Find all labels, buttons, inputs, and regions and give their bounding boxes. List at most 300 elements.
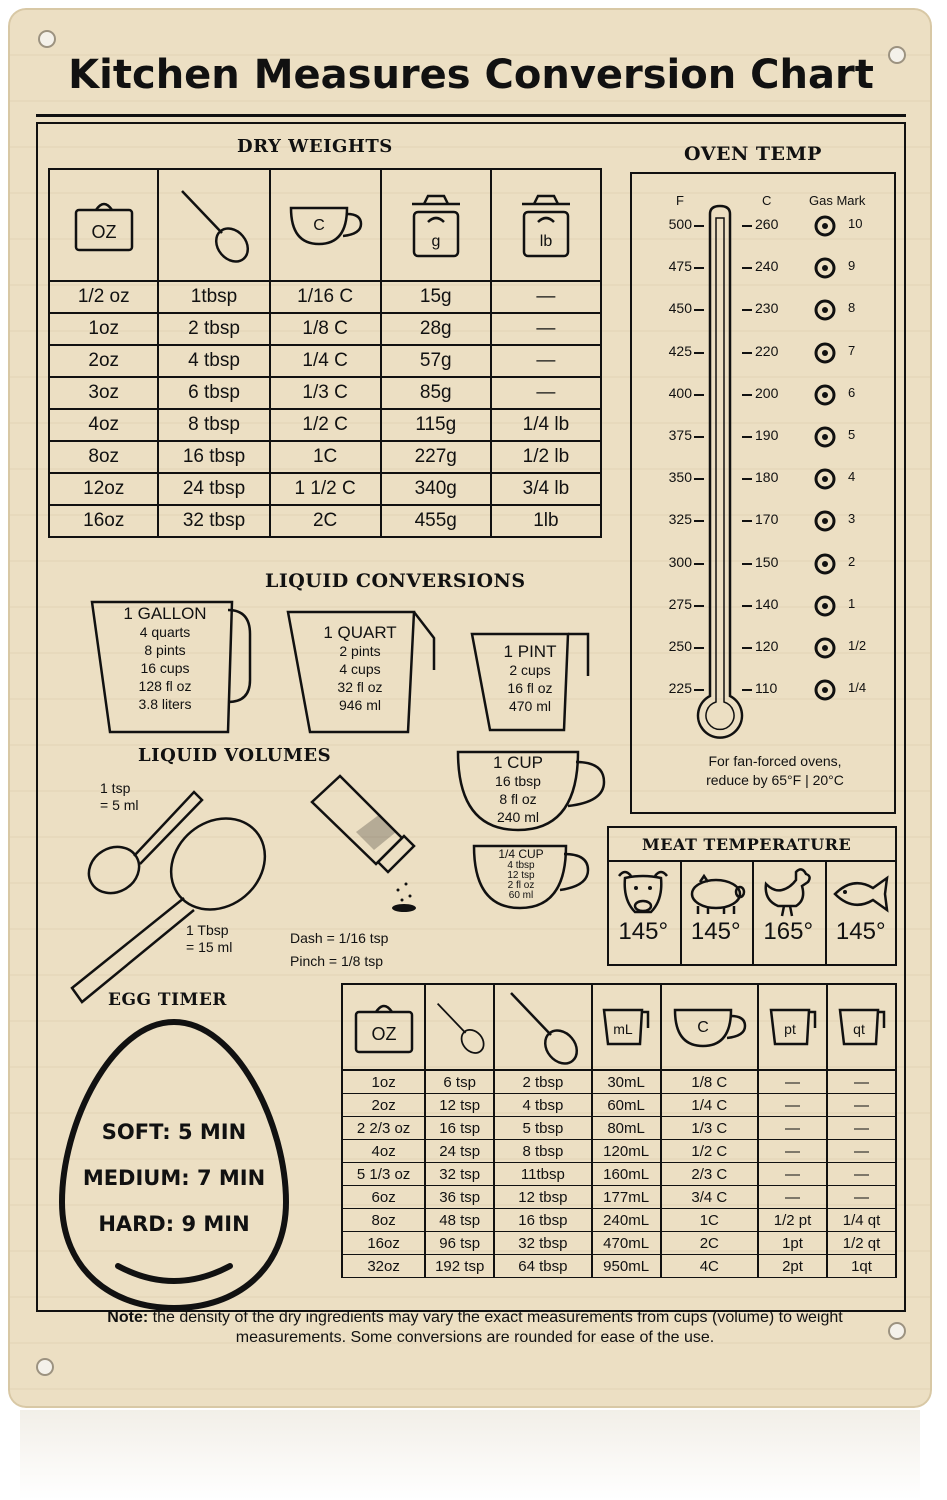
table-cell: 4C	[661, 1255, 758, 1278]
table-cell: 4oz	[49, 409, 158, 441]
table-row	[49, 377, 601, 409]
gallon-line: 4 quarts	[139, 624, 191, 640]
table-cell: 115g	[381, 409, 491, 441]
gas-mark-label: 8	[848, 300, 856, 316]
table-cell: —	[827, 1070, 896, 1094]
pint-line: 2 cups	[509, 662, 551, 678]
tick-mark	[742, 689, 752, 691]
reflection	[20, 1410, 920, 1500]
volume-icon-cell	[425, 984, 494, 1070]
table-cell: 3/4 lb	[491, 473, 601, 505]
table-cell: 120mL	[592, 1140, 661, 1163]
liquid-volumes-heading: LIQUID VOLUMES	[138, 745, 332, 766]
gas-mark-label: 3	[848, 511, 856, 527]
tick-mark	[694, 267, 704, 269]
table-cell: 6 tsp	[425, 1070, 494, 1094]
table-cell: 1C	[661, 1209, 758, 1232]
oven-c-label: 180	[755, 469, 779, 486]
table-row	[49, 441, 601, 473]
tick-mark	[742, 563, 752, 565]
meat-temp-value: 145°	[618, 918, 669, 945]
col-gas-label: Gas Mark	[809, 193, 866, 208]
oven-note-line: reduce by 65°F | 20°C	[706, 772, 844, 788]
table-cell: 1 1/2 C	[270, 473, 381, 505]
table-row	[49, 313, 601, 345]
table-row	[49, 281, 601, 313]
gas-mark-icon	[814, 510, 836, 532]
table-cell: 60mL	[592, 1094, 661, 1117]
mount-hole	[36, 1358, 54, 1376]
gallon-line: 8 pints	[144, 642, 186, 658]
gas-mark-label: 7	[848, 342, 856, 358]
table-cell: 28g	[381, 313, 491, 345]
table-row	[49, 409, 601, 441]
table-cell: 1/4 lb	[491, 409, 601, 441]
liquid-conversions-heading: LIQUID CONVERSIONS	[265, 570, 526, 592]
table-cell: 2C	[270, 505, 381, 537]
meat-cell	[752, 866, 825, 946]
table-cell: 2pt	[758, 1255, 827, 1278]
tablespoon-icon	[503, 985, 583, 1069]
table-row	[342, 1140, 896, 1163]
table-cell: 64 tbsp	[494, 1255, 591, 1278]
meat-temp-heading: MEAT TEMPERATURE	[642, 835, 852, 854]
table-cell: 1/2 qt	[827, 1232, 896, 1255]
oz-weight-icon	[350, 996, 418, 1058]
pig-icon	[684, 866, 748, 918]
table-cell: —	[827, 1163, 896, 1186]
gas-mark-icon	[814, 384, 836, 406]
svg-text:C: C	[313, 217, 325, 234]
table-cell: —	[758, 1140, 827, 1163]
cup-text	[478, 754, 558, 826]
dry-icon-cell	[49, 169, 158, 281]
table-cell: 1lb	[491, 505, 601, 537]
oven-c-label: 230	[755, 300, 779, 317]
oven-f-label: 250	[668, 638, 692, 654]
cup-line: 240 ml	[496, 809, 540, 825]
table-cell: 32 tbsp	[158, 505, 269, 537]
note-label: Note:	[107, 1309, 149, 1326]
table-cell: 1/8 C	[661, 1070, 758, 1094]
gallon-line: 128 fl oz	[138, 678, 192, 694]
teaspoon-icon	[432, 998, 488, 1057]
quarter-cup-line: 12 tsp	[507, 870, 535, 881]
table-cell: 2C	[661, 1232, 758, 1255]
gas-mark-icon	[814, 679, 836, 701]
meat-temp-value: 145°	[690, 918, 741, 945]
oven-c-label: 240	[755, 258, 779, 275]
table-row	[342, 1232, 896, 1255]
table-row	[342, 1117, 896, 1140]
table-cell: 340g	[381, 473, 491, 505]
table-cell: 470mL	[592, 1232, 661, 1255]
table-row	[49, 345, 601, 377]
tick-mark	[694, 647, 704, 649]
tick-mark	[742, 605, 752, 607]
table-cell: 12 tbsp	[494, 1186, 591, 1209]
table-cell: 32 tsp	[425, 1163, 494, 1186]
oven-c-label: 220	[755, 342, 779, 359]
quart-line: 4 cups	[339, 661, 381, 677]
oven-c-label: 170	[755, 511, 779, 528]
dry-icon-cell	[270, 169, 381, 281]
gas-mark-label: 1	[848, 595, 856, 611]
egg-medium: MEDIUM: 7 MIN	[82, 1166, 266, 1190]
table-cell: 2 2/3 oz	[342, 1117, 425, 1140]
volume-icon-cell	[758, 984, 827, 1070]
meat-temp-value: 165°	[763, 918, 814, 945]
svg-text:qt: qt	[852, 1021, 865, 1037]
cup-line: 8 fl oz	[499, 791, 537, 807]
table-cell: 227g	[381, 441, 491, 473]
measuring-cup-icon	[834, 1004, 890, 1050]
table-cell: 1/2 lb	[491, 441, 601, 473]
tick-mark	[694, 225, 704, 227]
scale-icon	[514, 190, 578, 260]
dry-icon-cell	[158, 169, 269, 281]
table-cell: 2/3 C	[661, 1163, 758, 1186]
pinch-label: Pinch = 1/8 tsp	[290, 953, 384, 969]
tick-mark	[742, 225, 752, 227]
salt-shaker-icon	[306, 772, 432, 918]
table-cell: 950mL	[592, 1255, 661, 1278]
gas-mark-label: 2	[848, 553, 856, 569]
table-cell: —	[827, 1186, 896, 1209]
table-cell: 1C	[270, 441, 381, 473]
pint-line: 470 ml	[508, 698, 552, 714]
meat-temp-value: 145°	[835, 918, 886, 945]
quart-text	[300, 624, 420, 714]
table-row	[342, 1186, 896, 1209]
tick-mark	[694, 520, 704, 522]
tick-mark	[742, 267, 752, 269]
quart-line: 32 fl oz	[337, 679, 383, 695]
table-cell: 80mL	[592, 1117, 661, 1140]
svg-text:g: g	[431, 233, 441, 250]
note-text: the density of the dry ingredients may vary the exact measurements from cups (volume) to weight measurements. Some conversions are rounded for ease of the use.	[152, 1309, 843, 1346]
gas-mark-label: 9	[848, 258, 856, 274]
tick-mark	[694, 605, 704, 607]
dry-icon-row	[49, 169, 601, 281]
table-cell: 6oz	[342, 1186, 425, 1209]
quarter-cup-line: 2 fl oz	[507, 880, 535, 891]
table-cell: 1pt	[758, 1232, 827, 1255]
table-cell: 1oz	[342, 1070, 425, 1094]
gas-mark-icon	[814, 342, 836, 364]
tick-mark	[742, 647, 752, 649]
table-cell: 1/8 C	[270, 313, 381, 345]
col-c-label: C	[762, 193, 772, 208]
table-cell: 16 tbsp	[494, 1209, 591, 1232]
table-cell: 57g	[381, 345, 491, 377]
pint-text	[480, 643, 580, 715]
oz-weight-icon	[70, 194, 138, 256]
table-cell: 12oz	[49, 473, 158, 505]
pint-line: 16 fl oz	[507, 680, 553, 696]
table-cell: —	[758, 1163, 827, 1186]
meat-cell	[680, 866, 753, 946]
oven-c-label: 140	[755, 595, 779, 612]
gas-mark-label: 5	[848, 427, 856, 442]
tick-mark	[742, 478, 752, 480]
quarter-cup-text	[488, 848, 554, 901]
oven-f-label: 475	[668, 258, 692, 275]
table-cell: —	[491, 377, 601, 409]
tick-mark	[694, 394, 704, 396]
oven-c-label: 200	[755, 384, 779, 401]
tick-mark	[694, 436, 704, 438]
table-row	[49, 505, 601, 537]
table-cell: 5 tbsp	[494, 1117, 591, 1140]
table-cell: —	[758, 1117, 827, 1140]
oven-f-label: 450	[668, 300, 692, 317]
table-cell: 1/2 oz	[49, 281, 158, 313]
table-row	[342, 1094, 896, 1117]
table-cell: 4 tbsp	[494, 1094, 591, 1117]
gas-mark-icon	[814, 426, 836, 448]
quarter-cup-line: 4 tbsp	[507, 860, 535, 871]
cup-title: 1 CUP	[492, 753, 544, 772]
table-cell: 15g	[381, 281, 491, 313]
cup-icon	[669, 1002, 749, 1052]
thermometer-icon	[694, 202, 746, 744]
gas-mark-label: 1/2	[848, 638, 867, 653]
egg-soft: SOFT: 5 MIN	[101, 1120, 247, 1144]
oven-c-label: 110	[755, 680, 778, 697]
oven-f-label: 275	[668, 595, 692, 612]
table-cell: 192 tsp	[425, 1255, 494, 1278]
table-cell: 4oz	[342, 1140, 425, 1163]
gallon-text	[100, 605, 230, 713]
table-cell: —	[758, 1070, 827, 1094]
tick-mark	[742, 436, 752, 438]
oven-c-label: 260	[755, 216, 779, 232]
mount-hole	[38, 30, 56, 48]
dash-label: Dash = 1/16 tsp	[290, 930, 389, 946]
table-cell: 160mL	[592, 1163, 661, 1186]
volume-icon-cell	[661, 984, 758, 1070]
table-cell: 16oz	[49, 505, 158, 537]
tsp-line: = 5 ml	[100, 797, 139, 813]
table-cell: 455g	[381, 505, 491, 537]
egg-icon	[56, 1016, 292, 1314]
fish-icon	[829, 866, 893, 918]
table-cell: 8oz	[49, 441, 158, 473]
cup-icon	[285, 200, 365, 250]
gas-mark-label: 4	[848, 469, 856, 485]
gas-mark-label: 1/4	[848, 680, 867, 696]
table-cell: 2 tbsp	[158, 313, 269, 345]
svg-text:C: C	[697, 1019, 710, 1036]
table-cell: —	[758, 1094, 827, 1117]
table-cell: 8 tbsp	[158, 409, 269, 441]
gas-mark-icon	[814, 299, 836, 321]
tbsp-line: 1 Tbsp	[186, 922, 229, 938]
oven-f-label: 225	[668, 680, 692, 697]
svg-text:lb: lb	[539, 233, 553, 250]
table-row	[49, 473, 601, 505]
oven-f-label: 425	[668, 342, 692, 359]
oven-f-label: 500	[668, 216, 692, 232]
egg-timer-heading: EGG TIMER	[108, 990, 227, 1010]
table-cell: 1/2 pt	[758, 1209, 827, 1232]
scale-icon	[404, 190, 468, 260]
gas-mark-icon	[814, 637, 836, 659]
table-row	[342, 1209, 896, 1232]
table-cell: 1/2 C	[661, 1140, 758, 1163]
tick-mark	[742, 352, 752, 354]
volume-icon-cell	[494, 984, 591, 1070]
table-cell: 36 tsp	[425, 1186, 494, 1209]
oven-note	[690, 752, 860, 790]
dry-weights-heading: DRY WEIGHTS	[237, 136, 393, 157]
table-cell: 96 tsp	[425, 1232, 494, 1255]
meat-cell	[825, 866, 898, 946]
table-cell: —	[758, 1186, 827, 1209]
table-cell: 3oz	[49, 377, 158, 409]
volume-icon-cell	[827, 984, 896, 1070]
quarter-cup-line: 60 ml	[508, 890, 534, 901]
volume-icon-cell	[342, 984, 425, 1070]
spoon-icon	[174, 183, 254, 267]
table-cell: 2 tbsp	[494, 1070, 591, 1094]
footer-note	[50, 1308, 900, 1348]
table-cell: 16 tsp	[425, 1117, 494, 1140]
table-cell: 1/3 C	[661, 1117, 758, 1140]
tick-mark	[742, 520, 752, 522]
table-cell: 1/4 qt	[827, 1209, 896, 1232]
table-cell: 48 tsp	[425, 1209, 494, 1232]
table-cell: 4 tbsp	[158, 345, 269, 377]
table-cell: 8oz	[342, 1209, 425, 1232]
oven-f-label: 325	[668, 511, 692, 528]
meat-cell	[607, 866, 680, 946]
tablespoon-drawing-icon	[66, 804, 274, 1008]
oven-temp-heading: OVEN TEMP	[684, 143, 822, 165]
oven-f-label: 375	[668, 427, 692, 443]
table-cell: 16oz	[342, 1232, 425, 1255]
table-row	[342, 1163, 896, 1186]
gas-mark-icon	[814, 215, 836, 237]
table-cell: —	[491, 313, 601, 345]
table-cell: 6 tbsp	[158, 377, 269, 409]
chicken-icon	[756, 866, 820, 918]
table-row	[342, 1070, 896, 1094]
volume-icon-cell	[592, 984, 661, 1070]
table-cell: 1/2 C	[270, 409, 381, 441]
dry-icon-cell	[381, 169, 491, 281]
svg-text:pt: pt	[783, 1021, 796, 1037]
oven-f-label: 350	[668, 469, 692, 486]
quart-line: 2 pints	[339, 643, 381, 659]
measuring-cup-icon	[598, 1004, 654, 1050]
svg-text:OZ: OZ	[371, 1024, 397, 1044]
dry-weights-table	[48, 168, 602, 538]
page-title: Kitchen Measures Conversion Chart	[68, 52, 874, 98]
quart-title: 1 QUART	[323, 623, 397, 642]
gas-mark-icon	[814, 553, 836, 575]
quart-line: 946 ml	[338, 697, 382, 713]
table-cell: 85g	[381, 377, 491, 409]
dry-icon-cell	[491, 169, 601, 281]
table-cell: —	[491, 281, 601, 313]
gas-mark-label: 10	[848, 216, 863, 231]
gas-mark-label: 6	[848, 384, 856, 400]
pint-title: 1 PINT	[503, 642, 557, 661]
table-cell: —	[827, 1140, 896, 1163]
gas-mark-icon	[814, 257, 836, 279]
gallon-line: 16 cups	[140, 660, 190, 676]
table-cell: 1qt	[827, 1255, 896, 1278]
table-cell: —	[827, 1117, 896, 1140]
table-cell: 1/4 C	[661, 1094, 758, 1117]
table-cell: 1/3 C	[270, 377, 381, 409]
oven-note-line: For fan-forced ovens,	[708, 753, 842, 769]
table-cell: 16 tbsp	[158, 441, 269, 473]
table-cell: 32 tbsp	[494, 1232, 591, 1255]
measuring-cup-icon	[765, 1004, 821, 1050]
table-cell: 177mL	[592, 1186, 661, 1209]
table-cell: 24 tsp	[425, 1140, 494, 1163]
tick-mark	[742, 309, 752, 311]
table-cell: 1tbsp	[158, 281, 269, 313]
col-f-label: F	[676, 193, 684, 208]
table-cell: 240mL	[592, 1209, 661, 1232]
table-cell: 11tbsp	[494, 1163, 591, 1186]
table-cell: —	[827, 1094, 896, 1117]
table-cell: 2oz	[49, 345, 158, 377]
table-cell: 2oz	[342, 1094, 425, 1117]
oven-f-label: 300	[668, 553, 692, 570]
table-cell: 3/4 C	[661, 1186, 758, 1209]
tick-mark	[742, 394, 752, 396]
egg-hard: HARD: 9 MIN	[98, 1212, 250, 1236]
table-cell: 30mL	[592, 1070, 661, 1094]
tick-mark	[694, 352, 704, 354]
gallon-line: 3.8 liters	[138, 696, 192, 712]
table-cell: 1/16 C	[270, 281, 381, 313]
gas-mark-icon	[814, 595, 836, 617]
table-cell: 32oz	[342, 1255, 425, 1278]
tsp-line: 1 tsp	[100, 780, 131, 796]
cow-icon	[611, 866, 675, 918]
tick-mark	[694, 478, 704, 480]
table-cell: 1/4 C	[270, 345, 381, 377]
svg-text:mL: mL	[613, 1021, 633, 1037]
table-cell: —	[491, 345, 601, 377]
oven-c-label: 150	[755, 553, 779, 570]
table-cell: 24 tbsp	[158, 473, 269, 505]
tick-mark	[694, 689, 704, 691]
quarter-cup-title: 1/4 CUP	[498, 847, 544, 861]
table-row	[342, 1255, 896, 1278]
table-cell: 5 1/3 oz	[342, 1163, 425, 1186]
table-cell: 12 tsp	[425, 1094, 494, 1117]
oven-f-label: 400	[668, 384, 692, 401]
tick-mark	[694, 309, 704, 311]
table-cell: 8 tbsp	[494, 1140, 591, 1163]
gallon-title: 1 GALLON	[123, 604, 207, 623]
oven-c-label: 120	[755, 638, 779, 654]
svg-text:OZ: OZ	[91, 222, 117, 242]
title-rule	[36, 114, 906, 117]
cup-line: 16 tbsp	[495, 773, 541, 789]
tick-mark	[694, 563, 704, 565]
table-cell: 1oz	[49, 313, 158, 345]
tbsp-label	[186, 922, 232, 956]
volume-icon-row	[342, 984, 896, 1070]
